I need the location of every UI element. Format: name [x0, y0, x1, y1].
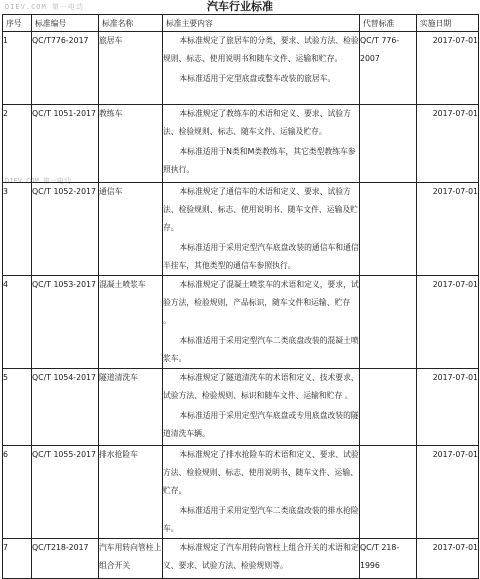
content-paragraph: 本标准规定了教练车的术语和定义、要求、试验方法、检验规则、标志、随车文件、运输及贮存。	[163, 109, 351, 136]
table-row	[3, 183, 479, 276]
cell-replaces	[360, 446, 417, 539]
table-row	[3, 539, 479, 579]
cell-seq: 2	[3, 105, 32, 183]
table-row	[3, 446, 479, 539]
cell-content	[163, 446, 360, 539]
header-name: 标准名称	[99, 15, 163, 32]
cell-replaces	[360, 183, 417, 276]
content-paragraph: 本标准适用于采用定型汽车二类底盘改装的排水抢险车。	[163, 506, 359, 533]
cell-code: QC/T 1054-2017	[32, 369, 99, 446]
cell-code: QC/T 1052-2017	[32, 183, 99, 276]
cell-name: 排水抢险车	[99, 446, 163, 539]
cell-code: QC/T 1055-2017	[32, 446, 99, 539]
header-code: 标准编号	[32, 15, 99, 32]
table-row	[3, 32, 479, 105]
cell-replaces: QC/T 218-1996	[360, 539, 417, 579]
cell-name: 旅居车	[99, 32, 163, 105]
cell-date: 2017-07-01	[417, 32, 479, 105]
standards-table	[2, 14, 479, 579]
table-row	[3, 276, 479, 369]
content-paragraph: 本标准规定了隧道清洗车的术语和定义、技术要求、试验方法、检验规则、标识和随车文件、运输和贮存 。	[163, 373, 359, 400]
header-seq: 序号	[3, 15, 32, 32]
cell-seq: 4	[3, 276, 32, 369]
content-paragraph: 本标准规定了混凝土喷浆车的术语和定义，要求，试验方法，检验规则，产品标识，随车文件和运输、贮存 。	[163, 280, 359, 325]
content-paragraph: 本标准适用于采用定型汽车底盘改装的通信车和通信半挂车，其他类型的通信车参照执行。	[163, 243, 359, 270]
content-paragraph: 本标准适用于N类和M类教练车，其它类型教练车参照执行。	[163, 147, 356, 174]
cell-seq: 6	[3, 446, 32, 539]
watermark: DIEV.COM 第一电动	[5, 177, 71, 185]
cell-content	[163, 183, 360, 276]
cell-name: 混凝土喷浆车	[99, 276, 163, 369]
header-replaces: 代替标准	[360, 15, 417, 32]
header-content: 标准主要内容	[163, 15, 360, 32]
table-row	[3, 369, 479, 446]
cell-date: 2017-07-01	[417, 276, 479, 369]
cell-content	[163, 276, 360, 369]
cell-date: 2017-07-01	[417, 446, 479, 539]
table-row	[3, 105, 479, 183]
cell-name: 教练车	[99, 105, 163, 183]
cell-code: QC/T 1053-2017	[32, 276, 99, 369]
cell-name: 隧道清洗车	[99, 369, 163, 446]
cell-code: QC/T218-2017	[32, 539, 99, 579]
content-paragraph: 本标准规定了旅居车的分类、要求、试验方法、检验规则、标志、使用说明书和随车文件、运输和贮存。	[163, 36, 359, 63]
document-title: 汽车行业标准	[207, 0, 273, 13]
content-paragraph: 本标准适用于定型底盘或整车改装的旅居车。	[179, 74, 336, 83]
content-paragraph: 本标准适用于采用定型汽车底盘或专用底盘改装的隧道清洗车辆。	[163, 411, 359, 438]
cell-seq: 5	[3, 369, 32, 446]
content-paragraph: 本标准适用于采用定型汽车二类底盘改装的混凝土喷浆车。	[163, 336, 359, 363]
cell-content	[163, 539, 360, 579]
watermark: DIEV.COM 第一电动	[5, 3, 84, 11]
cell-name: 通信车	[99, 183, 163, 276]
cell-date: 2017-07-01	[417, 105, 479, 183]
cell-replaces: QC/T 776-2007	[360, 32, 417, 105]
cell-date: 2017-07-01	[417, 183, 479, 276]
cell-date: 2017-07-01	[417, 539, 479, 579]
cell-seq: 7	[3, 539, 32, 579]
cell-replaces	[360, 369, 417, 446]
cell-date: 2017-07-01	[417, 369, 479, 446]
content-paragraph: 本标准规定了汽车用转向管柱上组合开关的术语和定义、要求、试验方法、检验规则等。	[163, 543, 359, 570]
cell-code: QC/T776-2017	[32, 32, 99, 105]
cell-content	[163, 105, 360, 183]
cell-replaces	[360, 276, 417, 369]
cell-content	[163, 32, 360, 105]
cell-name: 汽车用转向管柱上组合开关	[99, 539, 163, 579]
cell-content	[163, 369, 360, 446]
cell-seq: 1	[3, 32, 32, 105]
cell-code: QC/T 1051-2017	[32, 105, 99, 183]
table-header-row	[3, 15, 479, 32]
header-date: 实施日期	[417, 15, 479, 32]
cell-seq: 3	[3, 183, 32, 276]
cell-replaces	[360, 105, 417, 183]
content-paragraph: 本标准规定了排水抢险车的术语和定义、要求、试验方法、检验规则、标志、使用说明书、随车文件、运输、贮存。	[163, 450, 359, 495]
content-paragraph: 本标准规定了通信车的术语和定义、要求、试验方法、检验规则、标志、使用说明书、随车文件、运输及贮存。	[163, 187, 358, 232]
